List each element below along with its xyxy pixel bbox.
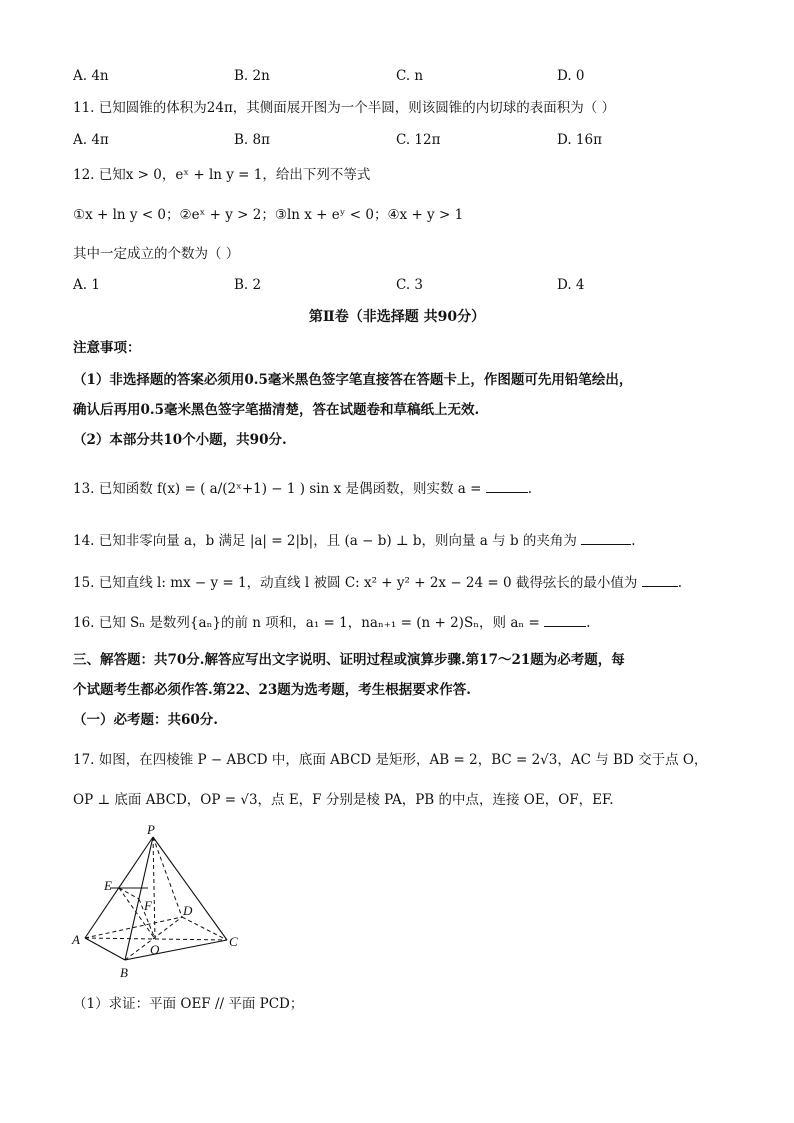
q11-option-c: C. 12π [396, 132, 441, 148]
q17-line2: OP ⊥ 底面 ABCD，OP = √3，点 E，F 分别是棱 PA，PB 的中点，连接 OE，OF，EF. [73, 792, 614, 808]
q10-option-b: B. 2n [234, 68, 270, 84]
q13-text: 13. 已知函数 f(x) = ( a/(2ˣ+1) − 1 ) sin x 是偶函数，则实数 a = [73, 481, 482, 497]
q10-option-a: A. 4n [73, 68, 109, 84]
notice-title: 注意事项： [73, 340, 141, 356]
q14-answer-blank [581, 530, 631, 545]
q12-question: 其中一定成立的个数为（ ） [73, 246, 240, 262]
notice-2: （2）本部分共10个小题，共90分. [73, 432, 287, 448]
part3-line1: 三、解答题：共70分.解答应写出文字说明、证明过程或演算步骤.第17～21题为必考题，每 [73, 652, 625, 668]
q15-answer-blank [642, 572, 678, 587]
q14-text: 14. 已知非零向量 a，b 满足 |a| = 2|b|，且 (a − b) ⊥ b，则向量 a 与 b 的夹角为 [73, 533, 577, 549]
label-c: C [229, 934, 238, 949]
q11-stem: 11. 已知圆锥的体积为24π，其侧面展开图为一个半圆，则该圆锥的内切球的表面积为（ ） [73, 100, 616, 116]
label-d: D [183, 903, 193, 918]
q15-text: 15. 已知直线 l: mx − y = 1，动直线 l 被圆 C: x² + y² + 2x − 24 = 0 截得弦长的最小值为 [73, 575, 638, 591]
pyramid-figure [70, 822, 250, 982]
q15-stem: 15. 已知直线 l: mx − y = 1，动直线 l 被圆 C: x² + y² + 2x − 24 = 0 截得弦长的最小值为 . [73, 572, 682, 593]
q10-option-d: D. 0 [557, 68, 585, 84]
q17-part1: （1）求证：平面 OEF // 平面 PCD； [73, 996, 304, 1012]
q13-stem: 13. 已知函数 f(x) = ( a/(2ˣ+1) − 1 ) sin x 是偶函数，则实数 a = . [73, 478, 532, 499]
q12-option-d: D. 4 [557, 277, 585, 293]
notice-1a: （1）非选择题的答案必须用0.5毫米黑色签字笔直接答在答题卡上，作图题可先用铅笔绘出， [73, 372, 633, 388]
label-o: O [150, 942, 160, 957]
notice-1b: 确认后再用0.5毫米黑色签字笔描清楚，答在试题卷和草稿纸上无效. [73, 402, 480, 418]
q16-stem: 16. 已知 Sₙ 是数列{aₙ}的前 n 项和，a₁ = 1，naₙ₊₁ = (n + 2)Sₙ，则 aₙ = . [73, 612, 590, 633]
part3-line2: 个试题考生都必须作答.第22、23题为选考题，考生根据要求作答. [73, 682, 471, 698]
q11-option-b: B. 8π [234, 132, 270, 148]
q12-stem: 12. 已知x > 0，eˣ + ln y = 1，给出下列不等式 [73, 167, 371, 183]
q11-option-a: A. 4π [73, 132, 109, 148]
q17-line1: 17. 如图，在四棱锥 P − ABCD 中，底面 ABCD 是矩形，AB = 2，BC = 2√3，AC 与 BD 交于点 O， [73, 752, 708, 768]
q12-option-b: B. 2 [234, 277, 262, 293]
q12-option-c: C. 3 [396, 277, 424, 293]
label-p: P [147, 822, 155, 837]
label-a: A [72, 932, 80, 947]
label-b: B [120, 965, 128, 980]
q16-answer-blank [544, 612, 586, 627]
label-e: E [104, 878, 112, 893]
part3-sub: （一）必考题：共60分. [73, 712, 218, 728]
q12-inequalities: ①x + ln y < 0；②eˣ + y > 2；③ln x + eʸ < 0；④x + y > 1 [73, 207, 464, 223]
q16-text: 16. 已知 Sₙ 是数列{aₙ}的前 n 项和，a₁ = 1，naₙ₊₁ = (n + 2)Sₙ，则 aₙ = [73, 615, 540, 631]
q14-stem: 14. 已知非零向量 a，b 满足 |a| = 2|b|，且 (a − b) ⊥ b，则向量 a 与 b 的夹角为 . [73, 530, 635, 551]
q11-option-d: D. 16π [557, 132, 602, 148]
q10-option-c: C. n [396, 68, 424, 84]
q12-option-a: A. 1 [73, 277, 100, 293]
label-f: F [144, 898, 152, 913]
part2-title: 第Ⅱ卷（非选择题 共90分） [308, 309, 486, 325]
q13-answer-blank [486, 478, 528, 493]
